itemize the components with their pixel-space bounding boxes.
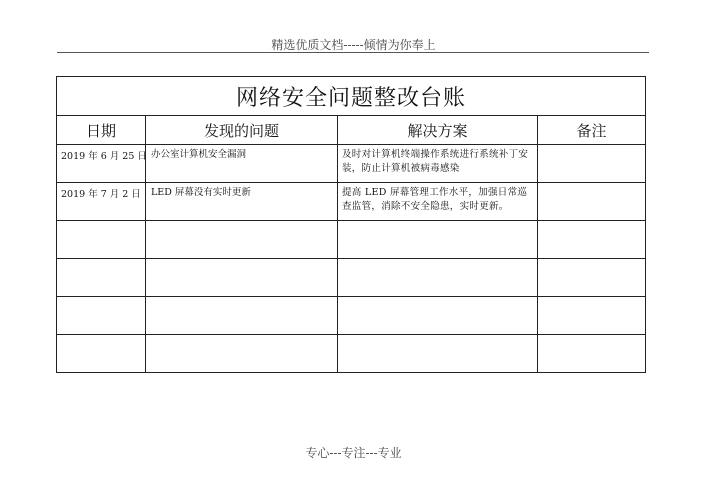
row-note-cell [538,335,646,373]
row-solution-cell [338,221,538,259]
row-date-cell [57,335,146,373]
row-note-cell [538,183,646,221]
row-solution-cell [338,335,538,373]
row-date-cell [57,259,146,297]
column-header-note: 备注 [538,116,646,145]
row-date-cell [57,297,146,335]
row-solution-cell [338,297,538,335]
column-header-row [57,116,646,145]
row-issue-cell: LED 屏幕没有实时更新 [146,183,338,221]
row-date-cell [57,221,146,259]
table-row [57,145,646,183]
table-row [57,183,646,221]
table-row [57,221,646,259]
column-header-issue: 发现的问题 [146,116,338,145]
table-row [57,297,646,335]
ledger-table [56,76,646,373]
row-issue-cell [146,297,338,335]
row-issue-cell [146,221,338,259]
header-divider [57,52,649,53]
title-row [57,77,646,116]
page-header-text: 精选优质文档-----倾情为你奉上 [271,38,436,52]
table-row [57,259,646,297]
row-note-cell [538,259,646,297]
column-header-solution: 解决方案 [338,116,538,145]
table-row [57,335,646,373]
row-issue-cell [146,259,338,297]
page-footer-text: 专心---专注---专业 [305,446,402,460]
row-date-cell: 2019 年 6 月 25 日 [57,145,146,183]
row-solution-cell: 提高 LED 屏幕管理工作水平，加强日常巡查监管，消除不安全隐患，实时更新。 [338,183,538,221]
row-note-cell [538,221,646,259]
row-issue-cell: 办公室计算机安全漏洞 [146,145,338,183]
column-header-date: 日期 [57,116,146,145]
row-solution-cell [338,259,538,297]
row-solution-cell: 及时对计算机终端操作系统进行系统补丁安装，防止计算机被病毒感染 [338,145,538,183]
row-note-cell [538,297,646,335]
row-issue-cell [146,335,338,373]
row-note-cell [538,145,646,183]
row-date-cell: 2019 年 7 月 2 日 [57,183,146,221]
ledger-title: 网络安全问题整改台账 [57,77,646,116]
